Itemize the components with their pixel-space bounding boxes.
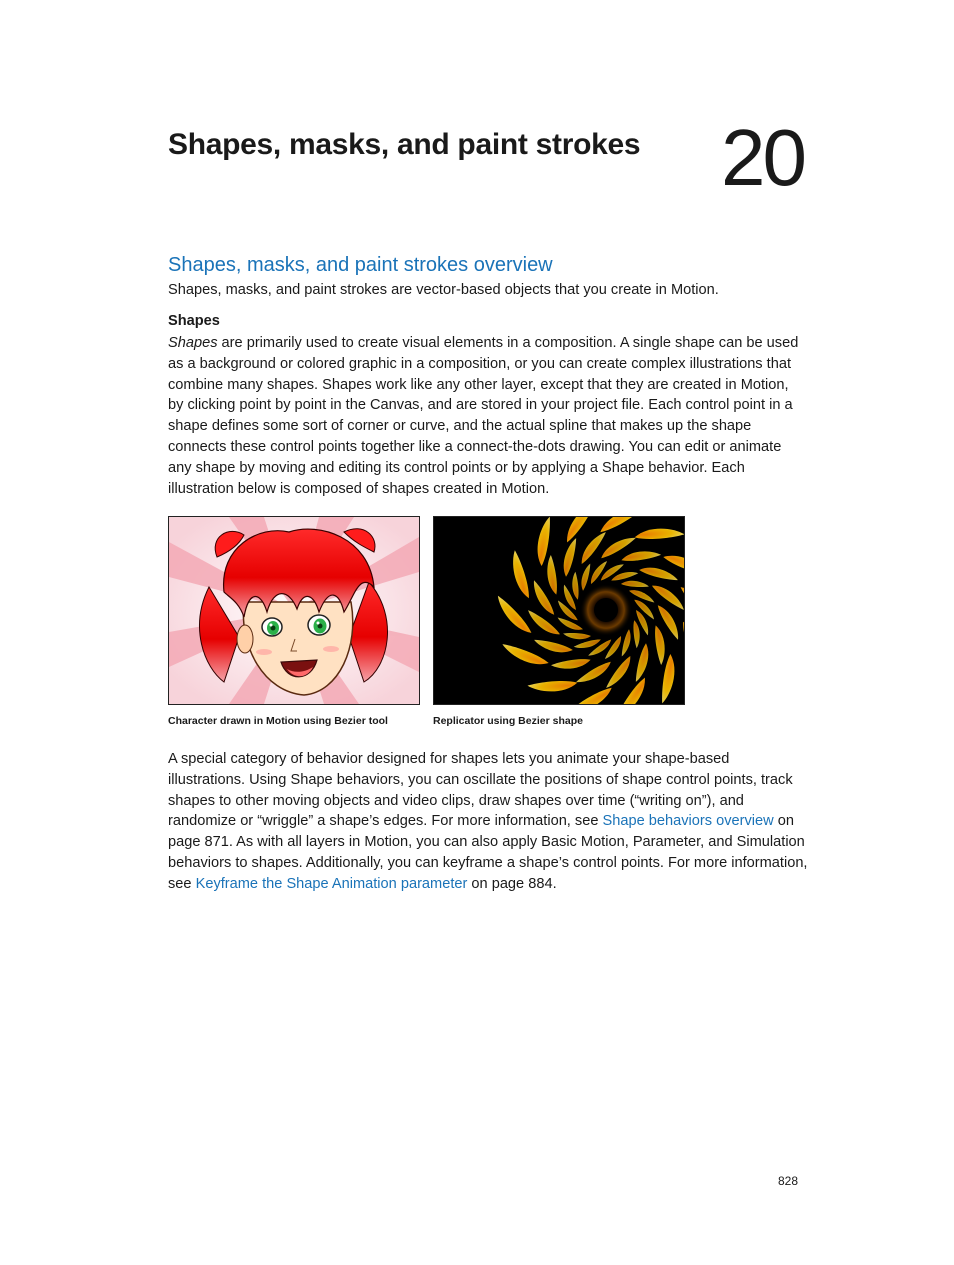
shapes-body: are primarily used to create visual elements in a composition. A single shape can be used as a background or colored graphic in a composition, or you can create complex illustrations that combine many shapes. Shapes work like any other layer, except that they are created in Motion, by clicking point by point in the Canvas, and are stored in your project file. Each control point in a shape defines some sort of corner or curve, and the actual spline that makes up the shape connects these control points together like a connect-the-dots drawing. You can edit or animate any shape by moving and editing its control points or by applying a Shape behavior. Each illustration below is composed of shapes created in Motion. xyxy=(168,335,799,497)
replicator-image xyxy=(434,517,684,704)
section-heading: Shapes, masks, and paint strokes overview xyxy=(168,254,553,276)
behaviors-paragraph xyxy=(168,749,808,895)
chapter-number: 20 xyxy=(721,113,804,202)
shapes-paragraph xyxy=(168,333,808,499)
replicator-illustration xyxy=(433,516,685,705)
shapes-subhead: Shapes xyxy=(168,313,220,329)
shape-behaviors-overview-link[interactable]: Shape behaviors overview xyxy=(602,813,774,830)
behaviors-text-3: on page 884. xyxy=(467,875,557,892)
character-illustration xyxy=(168,516,420,705)
chapter-title: Shapes, masks, and paint strokes xyxy=(168,128,641,161)
page-number: 828 xyxy=(777,1174,798,1188)
right-figure-caption: Replicator using Bezier shape xyxy=(433,715,583,727)
shapes-lead-italic: Shapes xyxy=(168,335,218,351)
section-intro: Shapes, masks, and paint strokes are vector-based objects that you create in Motion. xyxy=(168,282,719,298)
keyframe-shape-animation-link[interactable]: Keyframe the Shape Animation parameter xyxy=(195,875,468,892)
character-image xyxy=(169,517,419,704)
left-figure-caption: Character drawn in Motion using Bezier tool xyxy=(168,715,388,727)
behaviors-text-1: A special category of behavior designed for shapes lets you animate your shape-based illustrations. Using Shape behaviors, you can oscillate the positions of shape control points, track shapes to other moving objects and video clips, draw shapes over time (“writing on”), and randomize or “wriggle” a shape’s edges. For more information, see xyxy=(168,751,793,830)
behaviors-text-2: on page 871. As with all layers in Motion, you can also apply Basic Motion, Parameter, and Simulation behaviors to shapes. Additionally, you can keyframe a shape’s control points. For more information, see xyxy=(168,813,808,892)
